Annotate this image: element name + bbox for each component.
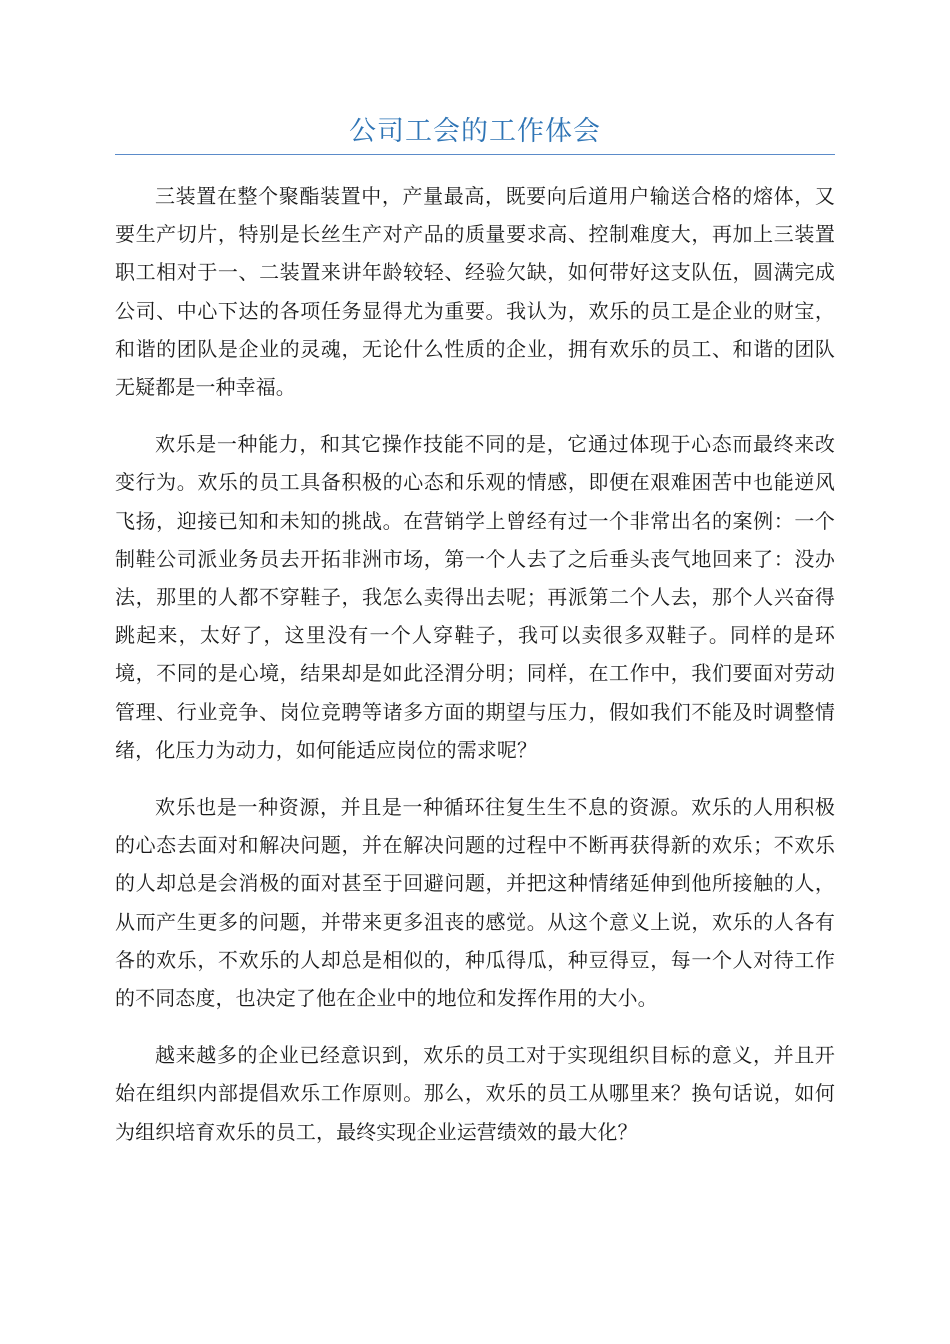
paragraph-4: 越来越多的企业已经意识到，欢乐的员工对于实现组织目标的意义，并且开始在组织内部提倡欢乐工作原则。那么，欢乐的员工从哪里来？换句话说，如何为组织培育欢乐的员工，最终实现企业运营绩效的最大化？ xyxy=(115,1043,835,1144)
document-title: 公司工会的工作体会 xyxy=(349,116,601,147)
paragraph-1: 三装置在整个聚酯装置中，产量最高，既要向后道用户输送合格的熔体，又要生产切片，特别是长丝生产对产品的质量要求高、控制难度大，再加上三装置职工相对于一、二装置来讲年龄较轻、经验欠缺，如何带好这支队伍，圆满完成公司、中心下达的各项任务显得尤为重要。我认为，欢乐的员工是企业的财宝，和谐的团队是企业的灵魂，无论什么性质的企业，拥有欢乐的员工、和谐的团队无疑都是一种幸福。 xyxy=(115,184,835,400)
title-underline xyxy=(115,154,835,155)
paragraph-3: 欢乐也是一种资源，并且是一种循环往复生生不息的资源。欢乐的人用积极的心态去面对和解决问题，并在解决问题的过程中不断再获得新的欢乐；不欢乐的人却总是会消极的面对甚至于回避问题，并把这种情绪延伸到他所接触的人，从而产生更多的问题，并带来更多沮丧的感觉。从这个意义上说，欢乐的人各有各的欢乐，不欢乐的人却总是相似的，种瓜得瓜，种豆得豆，每一个人对待工作的不同态度，也决定了他在企业中的地位和发挥作用的大小。 xyxy=(115,795,835,1011)
document-body xyxy=(115,177,835,1170)
paragraph-2: 欢乐是一种能力，和其它操作技能不同的是，它通过体现于心态而最终来改变行为。欢乐的员工具备积极的心态和乐观的情感，即便在艰难困苦中也能逆风飞扬，迎接已知和未知的挑战。在营销学上曾经有过一个非常出名的案例：一个制鞋公司派业务员去开拓非洲市场，第一个人去了之后垂头丧气地回来了：没办法，那里的人都不穿鞋子，我怎么卖得出去呢；再派第二个人去，那个人兴奋得跳起来，太好了，这里没有一个人穿鞋子，我可以卖很多双鞋子。同样的是环境，不同的是心境，结果却是如此泾渭分明；同样，在工作中，我们要面对劳动管理、行业竞争、岗位竞聘等诸多方面的期望与压力，假如我们不能及时调整情绪，化压力为动力，如何能适应岗位的需求呢？ xyxy=(115,432,835,762)
